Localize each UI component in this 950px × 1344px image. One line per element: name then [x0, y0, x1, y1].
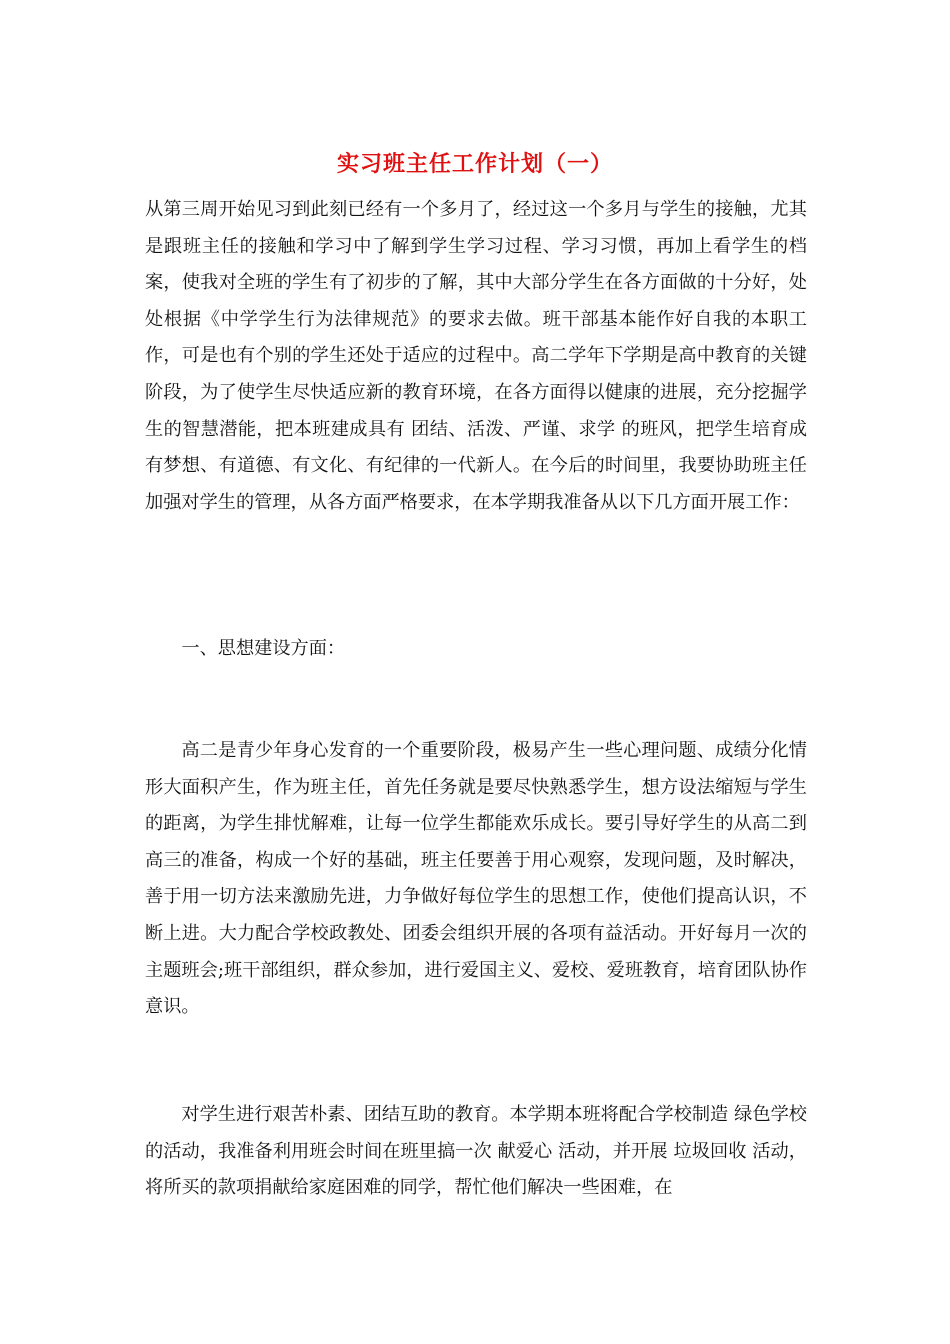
body-paragraph: 高二是青少年身心发育的一个重要阶段，极易产生一些心理问题、成绩分化情形大面积产生，作为班主任，首先任务就是要尽快熟悉学生，想方设法缩短与学生的距离，为学生排忧解难，让每一位学生都能欢乐成长。要引导好学生的从高二到高三的准备，构成一个好的基础，班主任要善于用心观察，发现问题，及时解决，善于用一切方法来激励先进，力争做好每位学生的思想工作，使他们提高认识，不断上进。大力配合学校政教处、团委会组织开展的各项有益活动。开好每月一次的主题班会;班干部组织，群众参加，进行爱国主义、爱校、爱班教育，培育团队协作意识。 [145, 740, 807, 1018]
section-heading: 一、思想建设方面： [181, 638, 346, 659]
document-title: 实习班主任工作计划（一） [336, 151, 613, 177]
intro-paragraph: 从第三周开始见习到此刻已经有一个多月了，经过这一个多月与学生的接触，尤其是跟班主任的接触和学习中了解到学生学习过程、学习习惯，再加上看学生的档案，使我对全班的学生有了初步的了解，其中大部分学生在各方面做的十分好，处处根据《中学学生行为法律规范》的要求去做。班干部基本能作好自我的本职工作，可是也有个别的学生还处于适应的过程中。高二学年下学期是高中教育的关键阶段，为了使学生尽快适应新的教育环境，在各方面得以健康的进展，充分挖掘学生的智慧潜能，把本班建成具有 团结、活泼、严谨、求学 的班风，把学生培育成有梦想、有道德、有文化、有纪律的一代新人。在今后的时间里，我要协助班主任加强对学生的管理，从各方面严格要求，在本学期我准备从以下几方面开展工作： [145, 199, 807, 513]
body-paragraph: 对学生进行艰苦朴素、团结互助的教育。本学期本班将配合学校制造 绿色学校 的活动，我准备利用班会时间在班里搞一次 献爱心 活动，并开展 垃圾回收 活动，将所买的款项捐献给家庭困难的同学，帮忙他们解决一些困难，在 [145, 1104, 807, 1199]
